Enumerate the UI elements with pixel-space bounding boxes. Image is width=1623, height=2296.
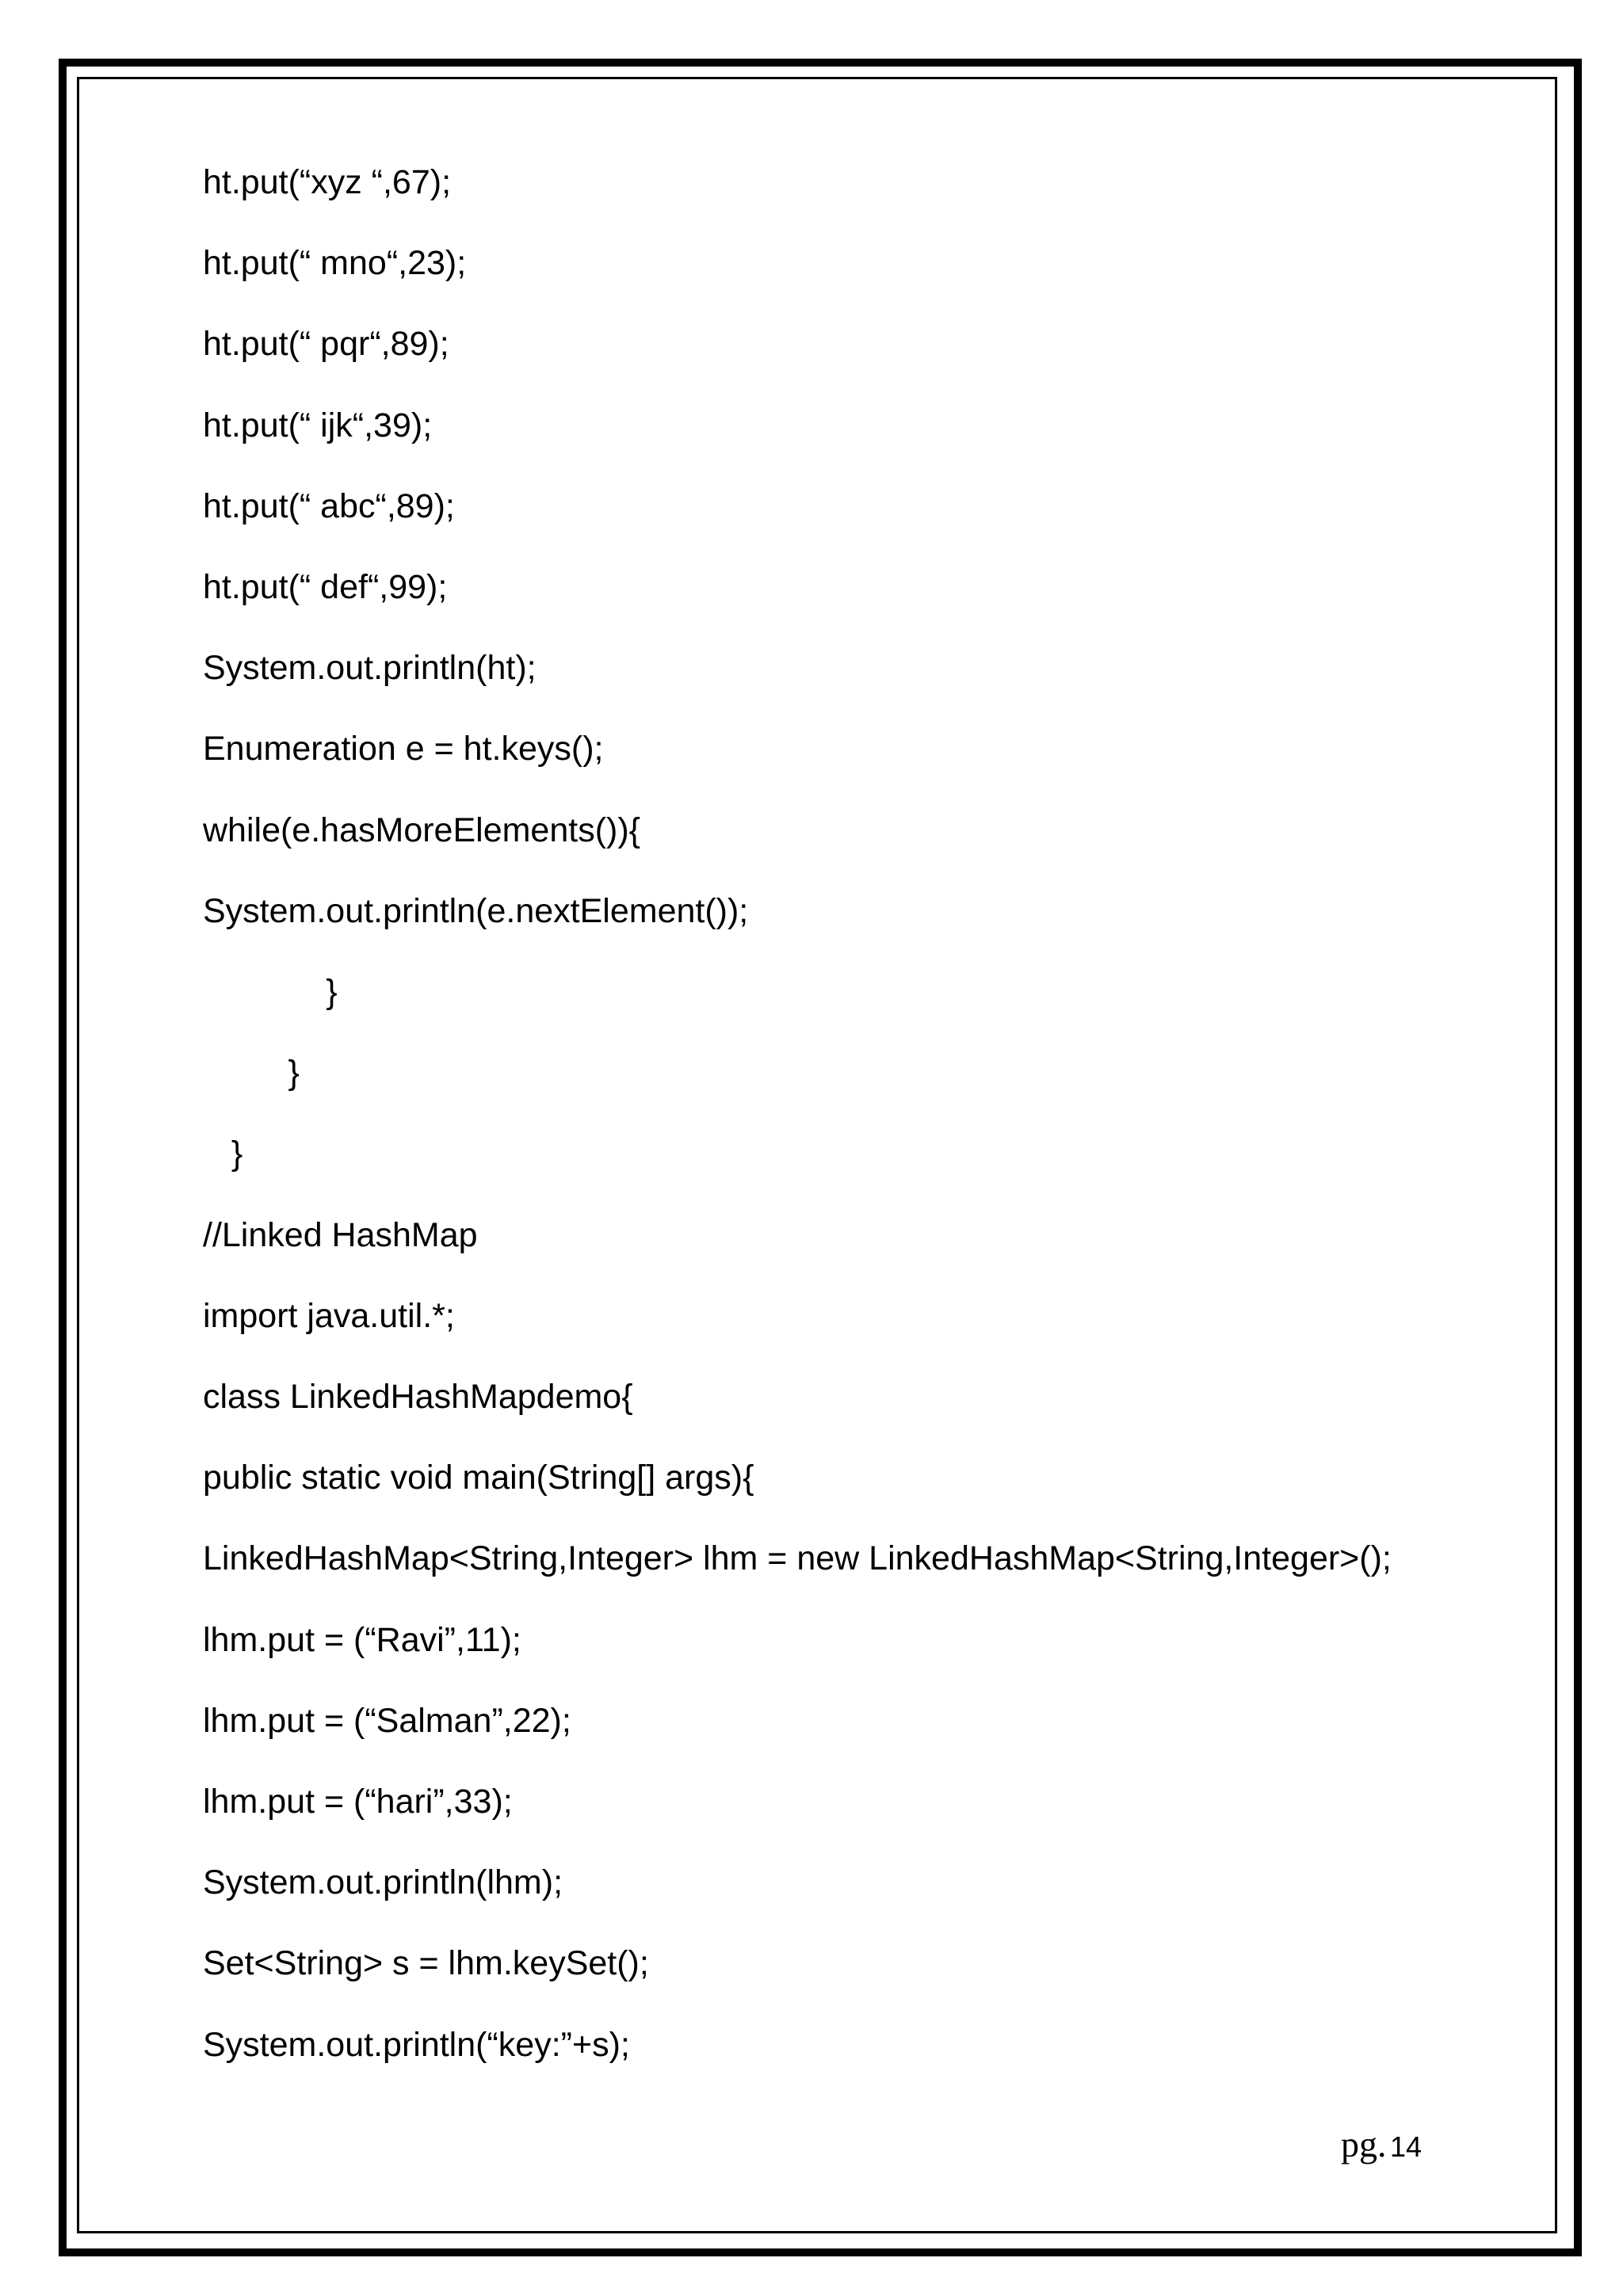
page-label: pg. xyxy=(1341,2124,1387,2164)
code-line: ht.put(“ def“,99); xyxy=(203,568,448,606)
code-line: Set<String> s = lhm.keySet(); xyxy=(203,1944,649,1982)
code-line: lhm.put = (“Ravi”,11); xyxy=(203,1621,521,1659)
page-footer xyxy=(1341,2123,1422,2165)
page-border-inner xyxy=(77,77,1557,2233)
code-line: ht.put(“ abc“,89); xyxy=(203,487,455,525)
code-line: ht.put(“ mno“,23); xyxy=(203,244,467,282)
code-line: while(e.hasMoreElements()){ xyxy=(203,811,641,849)
code-line: System.out.println(ht); xyxy=(203,649,537,687)
code-line: LinkedHashMap<String,Integer> lhm = new LinkedHashMap<String,Integer>(); xyxy=(203,1539,1392,1577)
code-line: } xyxy=(203,1135,243,1173)
code-line: lhm.put = (“hari”,33); xyxy=(203,1783,513,1821)
page-number: 14 xyxy=(1389,2130,1422,2163)
code-line: } xyxy=(203,1054,300,1092)
code-line: ht.put(“xyz “,67); xyxy=(203,163,452,201)
code-line: ht.put(“ ijk“,39); xyxy=(203,406,433,444)
code-line: System.out.println(“key:”+s); xyxy=(203,2026,630,2064)
code-line: } xyxy=(203,973,338,1011)
code-line: public static void main(String[] args){ xyxy=(203,1459,754,1497)
code-line: import java.util.*; xyxy=(203,1297,455,1335)
code-line: Enumeration e = ht.keys(); xyxy=(203,730,604,768)
code-line: ht.put(“ pqr“,89); xyxy=(203,325,449,363)
code-line: class LinkedHashMapdemo{ xyxy=(203,1378,633,1416)
code-line: System.out.println(lhm); xyxy=(203,1863,563,1901)
code-line: System.out.println(e.nextElement()); xyxy=(203,892,749,930)
code-line: //Linked HashMap xyxy=(203,1216,478,1254)
code-line: lhm.put = (“Salman”,22); xyxy=(203,1702,571,1740)
